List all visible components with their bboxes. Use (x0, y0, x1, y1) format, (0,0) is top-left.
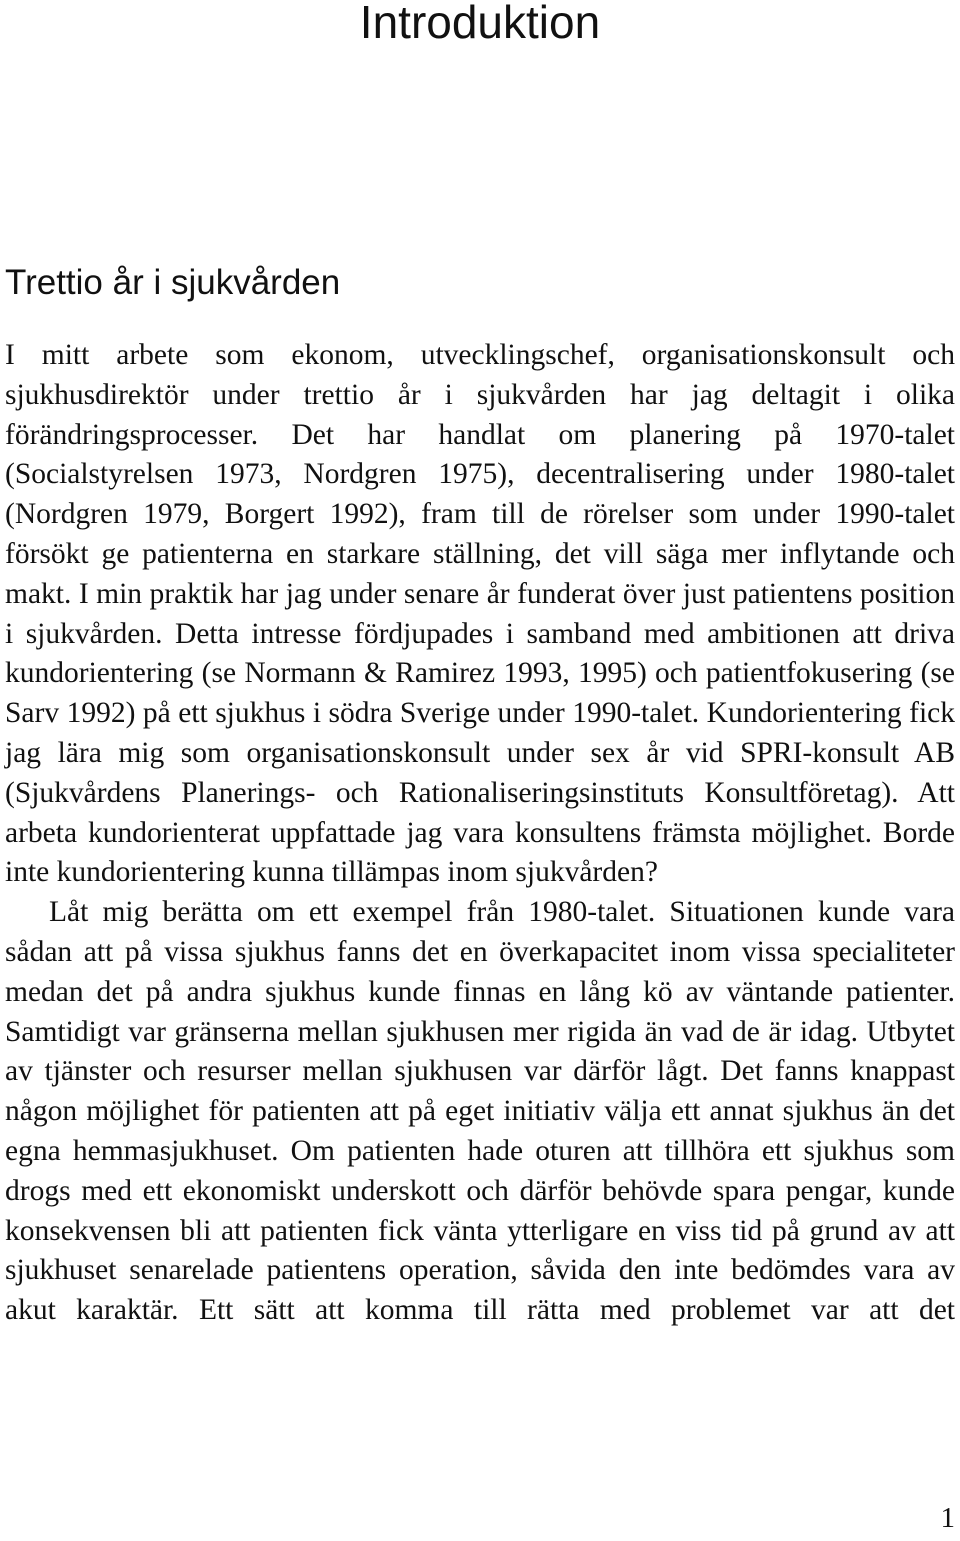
page-number: 1 (940, 1502, 955, 1534)
paragraph-2: Låt mig berätta om ett exempel från 1980-talet. Situationen kunde vara sådan att på vissa sjukhus fanns det en överkapacitet inom vissa specialiteter medan det på andra sjukhus kunde finnas en lång kö av väntande patienter. Samtidigt var gränserna mellan sjukhusen mer rigida än vad de är idag. Utbytet av tjänster och resurser mellan sjukhusen var därför lågt. Det fanns knappast någon möjlighet för patienten att på eget initiativ välja ett annat sjukhus än det egna hemmasjukhuset. Om patienten hade oturen att tillhöra ett sjukhus som drogs med ett ekonomiskt underskott och därför behövde spara pengar, kunde konsekvensen bli att patienten fick vänta ytterligare en viss tid på grund av att sjukhuset senarelade patientens operation, såvida den inte bedömdes vara av akut karaktär. Ett sätt att komma till rätta med problemet var att det (5, 896, 955, 1327)
paragraph-1: I mitt arbete som ekonom, utvecklingschef, organisationskonsult och sjukhusdirektör under trettio år i sjukvården har jag deltagit i olika förändringsprocesser. Det har handlat om planering på 1970-talet (Socialstyrelsen 1973, Nordgren 1975), decentralisering under 1980-talet (Nordgren 1979, Borgert 1992), fram till de rörelser som under 1990-talet försökt ge patienterna en starkare ställning, det vill säga mer inflytande och makt. I min praktik har jag under senare år funderat över just patientens position i sjukvården. Detta intresse fördjupades i samband med ambitionen att driva kundorientering (se Normann & Ramirez 1993, 1995) och patientfokusering (se Sarv 1992) på ett sjukhus i södra Sverige under 1990-talet. Kundorientering fick jag lära mig som organisationskonsult under sex år vid SPRI-konsult AB (Sjukvårdens Planerings- och Rationaliseringsinstituts Konsultföretag). Att arbeta kundorienterat uppfattade jag vara konsultens främsta möjlighet. Borde inte kundorientering kunna tillämpas inom sjukvården? (5, 339, 955, 889)
body-text (5, 336, 955, 1331)
section-heading: Trettio år i sjukvården (5, 263, 341, 302)
chapter-title: Introduktion (359, 0, 601, 48)
